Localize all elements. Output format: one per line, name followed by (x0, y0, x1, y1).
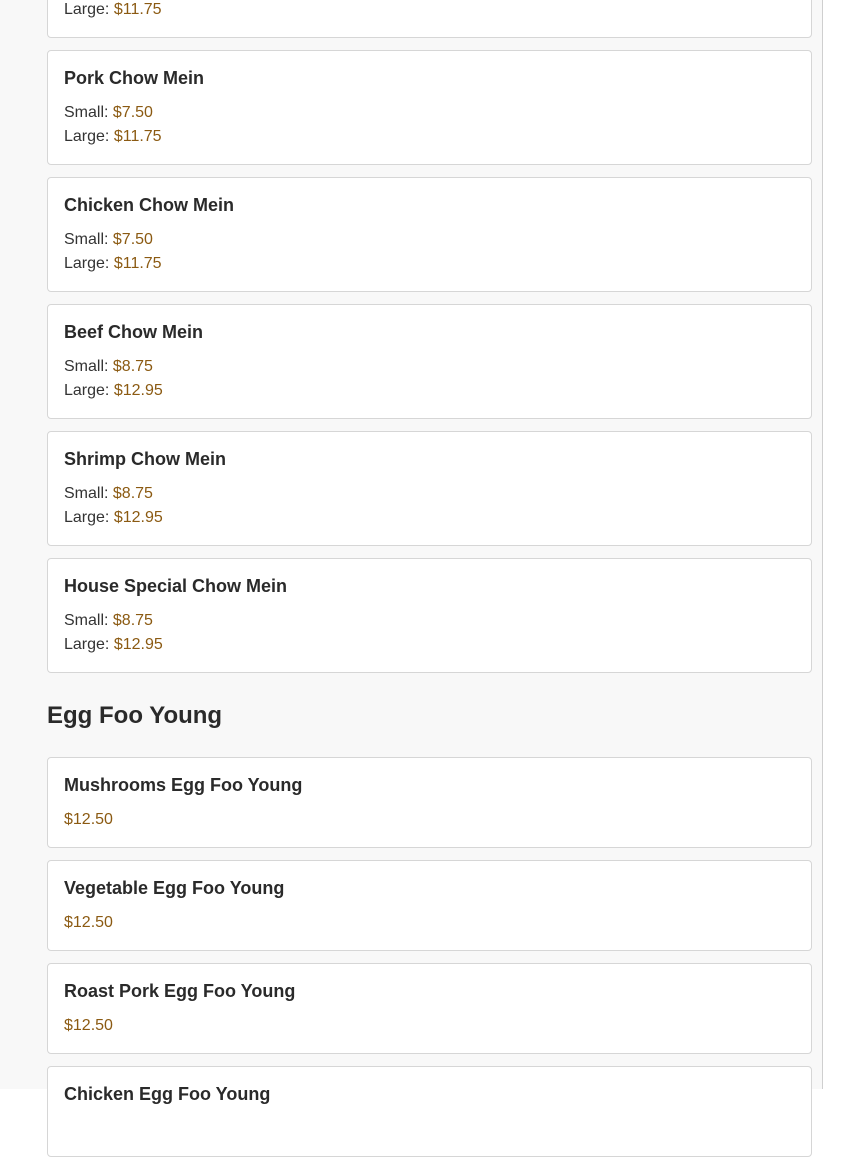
small-price: $7.50 (112, 231, 153, 248)
large-price: $12.95 (113, 636, 163, 653)
small-price: $8.75 (112, 358, 153, 375)
small-label: Small: (64, 104, 109, 121)
large-label: Large: (64, 509, 110, 526)
price-row (64, 911, 795, 935)
small-price: $7.50 (112, 104, 153, 121)
item-price: $12.50 (64, 1017, 113, 1034)
small-price-row (64, 355, 795, 379)
item-price: $12.50 (64, 914, 113, 931)
large-price-row (64, 252, 795, 276)
menu-item-card[interactable] (47, 304, 812, 419)
large-label: Large: (64, 382, 110, 399)
small-price: $8.75 (112, 485, 153, 502)
menu-item-card[interactable] (47, 1066, 812, 1157)
large-price: $11.75 (113, 1, 162, 18)
small-label: Small: (64, 485, 109, 502)
small-label: Small: (64, 612, 109, 629)
large-label: Large: (64, 255, 110, 272)
price-row (64, 1117, 795, 1141)
large-price: $11.75 (113, 255, 162, 272)
large-price-row (64, 633, 795, 657)
item-name: Shrimp Chow Mein (64, 449, 226, 469)
menu-item-card[interactable] (47, 0, 812, 38)
small-price-row (64, 101, 795, 125)
menu-item-card[interactable] (47, 860, 812, 951)
item-name: Beef Chow Mein (64, 322, 204, 342)
menu-content (47, 0, 812, 1169)
small-price-row (64, 228, 795, 252)
large-price-row (64, 125, 795, 149)
large-price: $12.95 (113, 509, 163, 526)
large-label: Large: (64, 1, 110, 18)
item-name: Chicken Chow Mein (64, 195, 235, 215)
menu-item-card[interactable] (47, 50, 812, 165)
menu-item-card[interactable] (47, 558, 812, 673)
large-label: Large: (64, 128, 110, 145)
section-title: Egg Foo Young (47, 702, 223, 729)
large-price-row (64, 379, 795, 403)
small-price-row (64, 482, 795, 506)
item-name: Pork Chow Mein (64, 68, 205, 88)
large-label: Large: (64, 636, 110, 653)
large-price-row (64, 0, 795, 22)
small-price-row (64, 609, 795, 633)
price-row (64, 1014, 795, 1038)
small-label: Small: (64, 231, 109, 248)
large-price: $12.95 (113, 382, 163, 399)
item-name: Roast Pork Egg Foo Young (64, 981, 296, 1001)
small-price: $8.75 (112, 612, 153, 629)
menu-item-card[interactable] (47, 963, 812, 1054)
price-row (64, 808, 795, 832)
menu-item-card[interactable] (47, 431, 812, 546)
menu-item-card[interactable] (47, 177, 812, 292)
large-price: $11.75 (113, 128, 162, 145)
item-name: Mushrooms Egg Foo Young (64, 775, 303, 795)
item-name: House Special Chow Mein (64, 576, 288, 596)
menu-item-card[interactable] (47, 757, 812, 848)
item-name: Chicken Egg Foo Young (64, 1084, 271, 1104)
large-price-row (64, 506, 795, 530)
item-name: Vegetable Egg Foo Young (64, 878, 285, 898)
small-label: Small: (64, 358, 109, 375)
item-price: $12.50 (64, 811, 113, 828)
